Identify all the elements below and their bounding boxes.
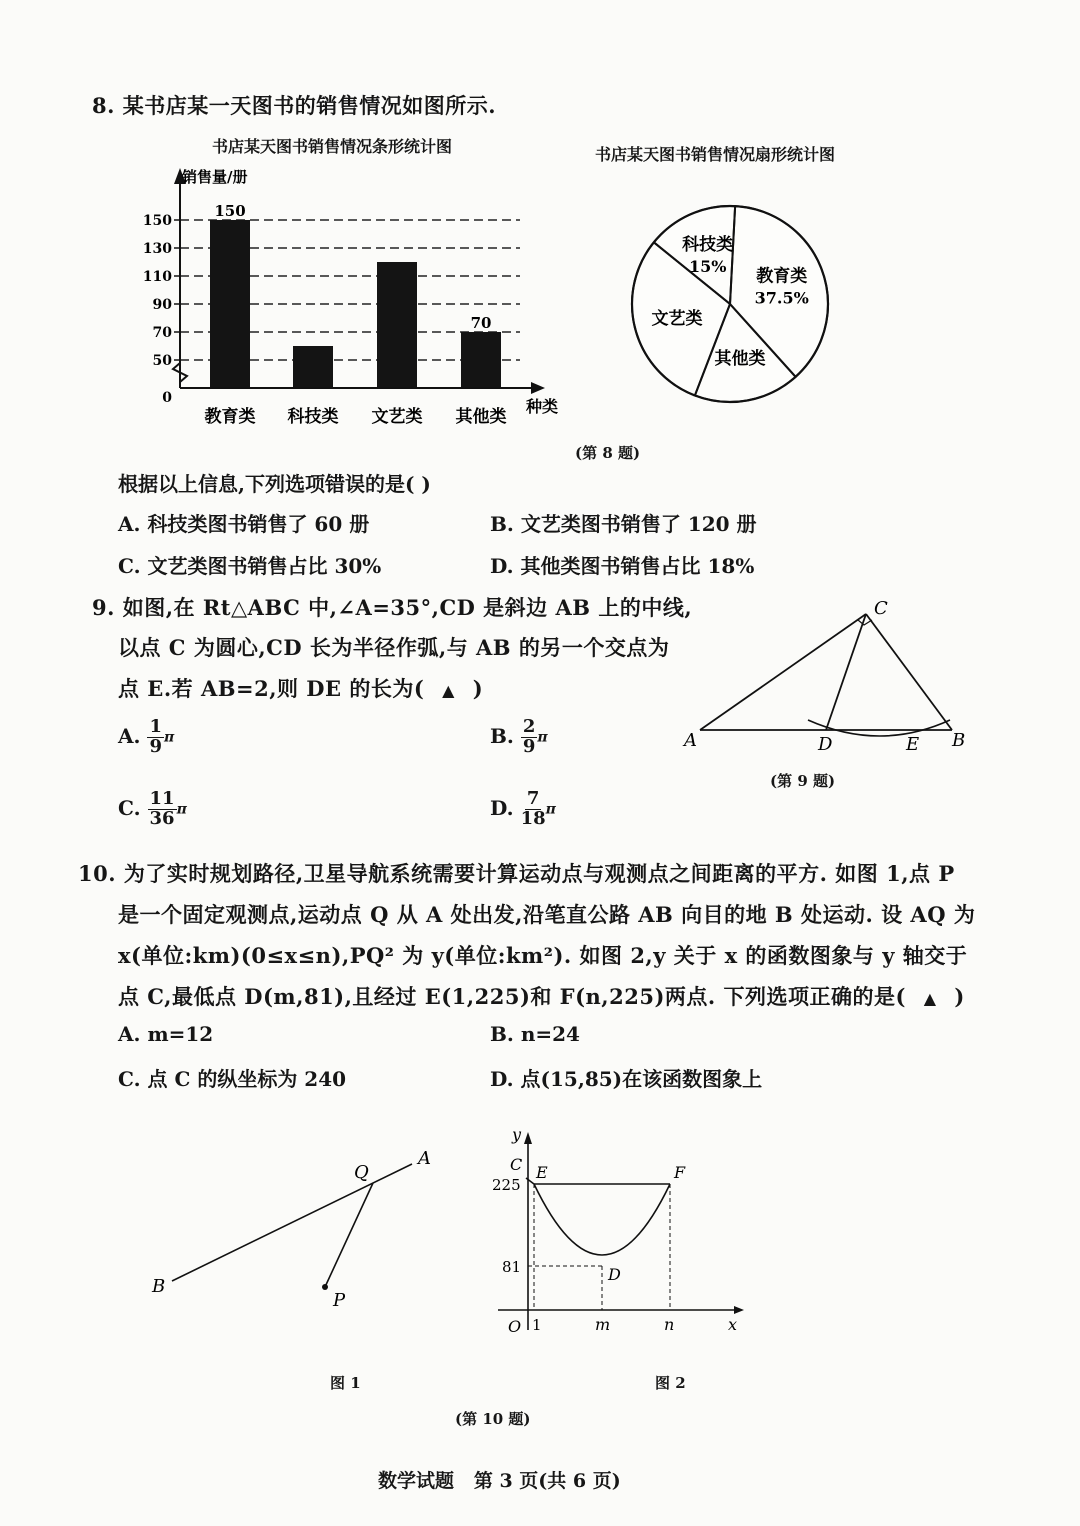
label-q: Q <box>354 1162 369 1183</box>
bar-科技类 <box>293 346 333 388</box>
category-label-科技类: 科技类 <box>287 407 339 427</box>
q9-option-d-den: 18 <box>520 807 546 829</box>
q9-option-c-fraction <box>148 790 177 829</box>
q9-option-d-pi: π <box>545 801 556 818</box>
ytick-label-130: 130 <box>142 241 172 257</box>
q9-line3 <box>118 673 483 703</box>
data-label-其他类: 70 <box>470 314 492 332</box>
label-d: D <box>608 1265 621 1284</box>
pie-label-其他类: 其他类 <box>714 348 766 369</box>
q9-close-paren: ) <box>472 676 484 701</box>
q10-line1: 10. 为了实时规划路径,卫星导航系统需要计算运动点与观测点之间距离的平方. 如图 1,点 P <box>78 861 955 886</box>
q9-option-a-fraction <box>147 718 164 757</box>
q10-close-paren: ) <box>954 984 965 1009</box>
x-axis-arrow <box>531 382 545 394</box>
q9-figure <box>680 592 980 762</box>
pie-chart <box>620 192 840 418</box>
point-p <box>322 1284 328 1290</box>
q9-option-b[interactable] <box>490 718 548 757</box>
right-angle-mark <box>858 620 872 625</box>
label-n: n <box>664 1315 675 1334</box>
q9-option-d[interactable] <box>490 790 556 829</box>
q10-line3: x(单位:km)(0≤x≤n),PQ² 为 y(单位:km²). 如图 2,y 关于 x 的函数图象与 y 轴交于 <box>118 943 968 968</box>
segment-ab <box>172 1164 412 1281</box>
fig1-caption: 图 1 <box>330 1374 361 1392</box>
q9-option-b-num: 2 <box>522 716 536 737</box>
ytick-label-70: 70 <box>152 325 172 341</box>
bar-chart <box>140 160 580 440</box>
q9-option-d-num: 7 <box>526 788 540 809</box>
q9-option-a-den: 9 <box>149 735 162 757</box>
label-f: F <box>674 1163 686 1182</box>
category-label-其他类: 其他类 <box>455 407 507 427</box>
q8-caption: (第 8 题) <box>575 444 641 462</box>
q9-line2: 以点 C 为圆心,CD 长为半径作弧,与 AB 的另一个交点为 <box>118 635 670 660</box>
q8-option-d[interactable]: D. 其他类图书销售占比 18% <box>490 554 755 578</box>
ytick-label-50: 50 <box>152 353 172 369</box>
q9-option-a-num: 1 <box>149 716 162 737</box>
x-axis-arrow <box>734 1306 744 1314</box>
q9-option-c-label: C. <box>118 795 141 820</box>
q9-line3-text: 点 E.若 AB=2,则 DE 的长为( <box>118 676 425 701</box>
y-axis-label: 销售量/册 <box>182 168 248 186</box>
label-d: D <box>818 734 833 755</box>
label-c: C <box>510 1155 523 1174</box>
q9-option-c-den: 36 <box>149 807 175 829</box>
q9-option-b-fraction <box>521 718 538 757</box>
label-e: E <box>906 734 920 755</box>
segment-pq <box>325 1183 373 1287</box>
ytick-label-90: 90 <box>152 297 172 313</box>
q10-line2: 是一个固定观测点,运动点 Q 从 A 处出发,沿笔直公路 AB 向目的地 B 处运动. 设 AQ 为 <box>118 902 976 927</box>
q9-option-a-pi: π <box>163 729 175 746</box>
q8-option-b[interactable]: B. 文艺类图书销售了 120 册 <box>490 512 757 536</box>
bar-chart-title: 书店某天图书销售情况条形统计图 <box>212 137 453 156</box>
label-b: B <box>152 1276 166 1297</box>
pie-label-科技类: 科技类 <box>682 234 734 255</box>
q10-option-b[interactable]: B. n=24 <box>490 1022 580 1046</box>
q10-option-d[interactable]: D. 点(15,85)在该函数图象上 <box>490 1067 763 1091</box>
y-axis-arrow <box>524 1132 532 1144</box>
q9-option-b-pi: π <box>537 729 548 746</box>
q9-option-d-fraction <box>521 790 546 829</box>
answer-blank-triangle-icon: ▲ <box>923 989 937 1008</box>
q9-caption: (第 9 题) <box>770 772 836 790</box>
q8-option-a[interactable]: A. 科技类图书销售了 60 册 <box>118 512 370 536</box>
label-tick-1: 1 <box>532 1316 542 1334</box>
function-curve <box>526 1178 670 1255</box>
x-axis-label: 种类 <box>526 397 559 416</box>
bar-其他类 <box>461 332 501 388</box>
label-e: E <box>536 1163 548 1182</box>
q10-line4 <box>118 981 965 1011</box>
bar-文艺类 <box>377 262 417 388</box>
segment-ac <box>700 614 866 730</box>
q10-option-c[interactable]: C. 点 C 的纵坐标为 240 <box>118 1067 347 1091</box>
label-y: y <box>512 1125 522 1144</box>
q9-option-c[interactable] <box>118 790 187 829</box>
q8-stem: 8. 某书店某一天图书的销售情况如图所示. <box>92 93 497 118</box>
category-label-教育类: 教育类 <box>204 407 256 427</box>
answer-blank-triangle-icon: ▲ <box>442 681 455 700</box>
pie-label-教育类: 教育类 <box>756 266 808 287</box>
pie-value-科技类: 15% <box>688 256 727 276</box>
q9-option-b-den: 9 <box>522 735 536 757</box>
label-a: A <box>684 730 697 751</box>
pie-chart-title: 书店某天图书销售情况扇形统计图 <box>595 145 836 164</box>
segment-cd <box>826 614 866 730</box>
fig2-caption: 图 2 <box>655 1374 686 1392</box>
label-a: A <box>418 1148 431 1169</box>
ytick-label-150: 150 <box>142 213 172 229</box>
label-m: m <box>595 1315 611 1334</box>
q9-option-a-label: A. <box>118 723 141 748</box>
q10-line4-text: 点 C,最低点 D(m,81),且经过 E(1,225)和 F(n,225)两点. 下列选项正确的是( <box>118 984 906 1009</box>
page-footer: 数学试题 第 3 页(共 6 页) <box>378 1470 621 1492</box>
q8-question: 根据以上信息,下列选项错误的是( ) <box>118 472 431 496</box>
q10-option-a[interactable]: A. m=12 <box>118 1022 214 1046</box>
q9-option-d-label: D. <box>490 795 514 820</box>
label-c: C <box>874 598 888 619</box>
q9-option-c-pi: π <box>176 801 187 818</box>
q9-option-b-label: B. <box>490 723 514 748</box>
q9-line1: 9. 如图,在 Rt△ABC 中,∠A=35°,CD 是斜边 AB 上的中线, <box>92 595 693 620</box>
label-o: O <box>508 1317 522 1336</box>
label-b: B <box>952 730 966 751</box>
pie-value-教育类: 37.5% <box>754 288 809 308</box>
label-x: x <box>728 1315 738 1334</box>
q8-option-c[interactable]: C. 文艺类图书销售占比 30% <box>118 554 382 578</box>
bar-教育类 <box>210 220 250 388</box>
pie-label-文艺类: 文艺类 <box>651 309 703 330</box>
q10-caption: (第 10 题) <box>455 1410 531 1428</box>
q10-figure-1 <box>140 1140 440 1320</box>
label-81: 81 <box>502 1258 522 1276</box>
data-label-教育类: 150 <box>214 202 246 220</box>
label-225: 225 <box>492 1176 521 1194</box>
ytick-label-0: 0 <box>162 390 172 406</box>
segment-bc <box>866 614 952 730</box>
label-p: P <box>333 1290 346 1311</box>
q9-option-a[interactable] <box>118 718 174 757</box>
category-label-文艺类: 文艺类 <box>371 407 423 427</box>
q10-figure-2 <box>480 1120 760 1345</box>
q9-option-c-num: 11 <box>149 788 175 809</box>
ytick-label-110: 110 <box>142 269 172 285</box>
